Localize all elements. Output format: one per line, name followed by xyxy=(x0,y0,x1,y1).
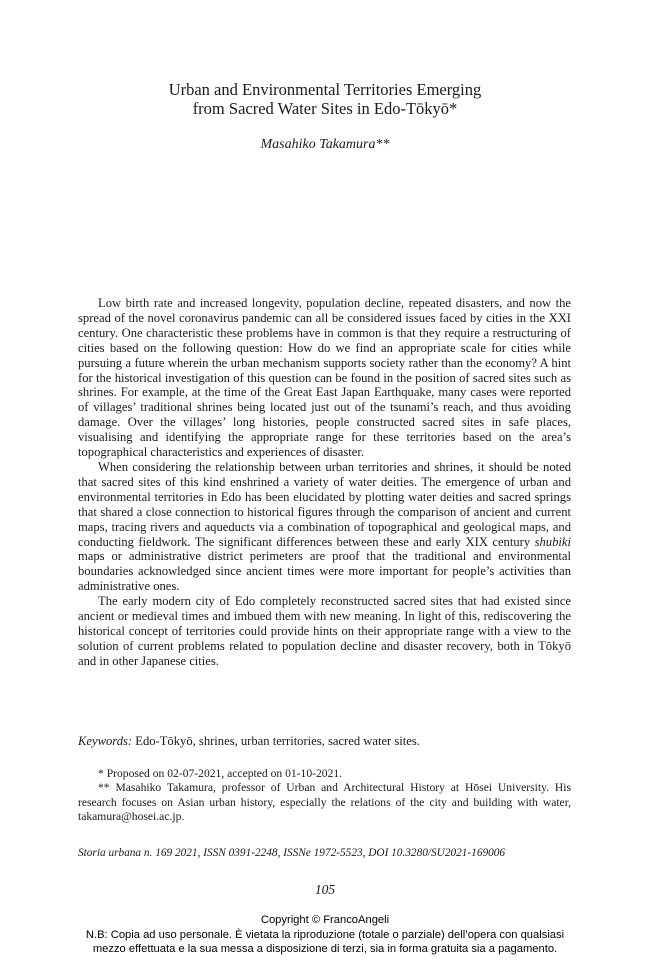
usage-notice-line-2: mezzo effettuata e la sua messa a disposizione di terzi, sia in forma gratuita sia a pagamento. xyxy=(92,943,558,956)
keywords-label: Keywords: xyxy=(78,734,133,748)
footnote-1: * Proposed on 02-07-2021, accepted on 01-10-2021. xyxy=(98,767,343,780)
journal-citation: Storia urbana n. 169 2021, ISSN 0391-2248, ISSNe 1972-5523, DOI 10.3280/SU2021-169006 xyxy=(78,847,506,859)
page-number: 105 xyxy=(314,882,336,897)
abstract xyxy=(78,296,571,669)
abstract-paragraph-2-text-a: When considering the relationship between urban territories and shrines, it should be noted that sacred sites of this kind enshrined a variety of water deities. The emergence of urban and environmental territories in Edo has been elucidated by plotting water deities and sacred springs that shared a close connection to historical figures through the comparison of ancient and current maps, tracing rivers and aqueducts via a combination of topographical and geological maps, and conducting fieldwork. The significant differences between these and early XIX century xyxy=(78,459,571,549)
article-title xyxy=(60,80,590,118)
copyright-footer xyxy=(0,913,650,957)
title-line-2: from Sacred Water Sites in Edo-Tōkyō* xyxy=(192,99,458,118)
footnotes xyxy=(78,767,571,824)
abstract-paragraph-1: Low birth rate and increased longevity, population decline, repeated disasters, and now the spread of the novel coronavirus pandemic can all be considered issues faced by cities in the XXI century. One characteristic these problems have in common is that they require a restructuring of cities based on the following question: How do we find an appropriate scale for cities while pursuing a future wherein the urban mechanism supports society rather than the economy? A hint for the historical investigation of this question can be found in the position of sacred sites such as shrines. For example, at the time of the Great East Japan Earthquake, many cases were reported of villages’ traditional shrines being located just out of the tsunami’s reach, and thus avoiding damage. Over the villages’ long histories, people constructed sacred sites in safe places, visualising and identifying the appropriate range for these territories based on the area’s topographical characteristics and experiences of disaster. xyxy=(78,296,571,460)
title-line-1: Urban and Environmental Territories Emerging xyxy=(168,80,482,99)
usage-notice-line-1: N.B: Copia ad uso personale. È vietata la riproduzione (totale o parziale) dell’opera con qualsiasi xyxy=(85,928,565,941)
abstract-paragraph-2-term: shubiki xyxy=(534,534,571,549)
author-name: Masahiko Takamura** xyxy=(260,137,390,152)
abstract-paragraph-3: The early modern city of Edo completely reconstructed sacred sites that had existed since ancient or medieval times and imbued them with new meaning. In light of this, rediscovering the historical concept of territories could provide hints on their appropriate range with a view to the solution of current problems related to population decline and disaster recovery, both in Tōkyō and in other Japanese cities. xyxy=(78,594,571,668)
abstract-paragraph-2 xyxy=(78,460,571,594)
abstract-paragraph-2-text-b: maps or administrative district perimeters are proof that the traditional and environmental boundaries acknowledged since ancient times were more important for people’s activities than administrative ones. xyxy=(78,549,571,594)
footnote-2: ** Masahiko Takamura, professor of Urban and Architectural History at Hōsei University. His research focuses on Asian urban history, especially the relations of the city and building with water, takamura@hosei.ac.jp. xyxy=(78,781,571,823)
keywords-text: Edo-Tōkyō, shrines, urban territories, sacred water sites. xyxy=(132,734,420,748)
keywords xyxy=(78,734,571,749)
copyright-line: Copyright © FrancoAngeli xyxy=(260,914,390,926)
